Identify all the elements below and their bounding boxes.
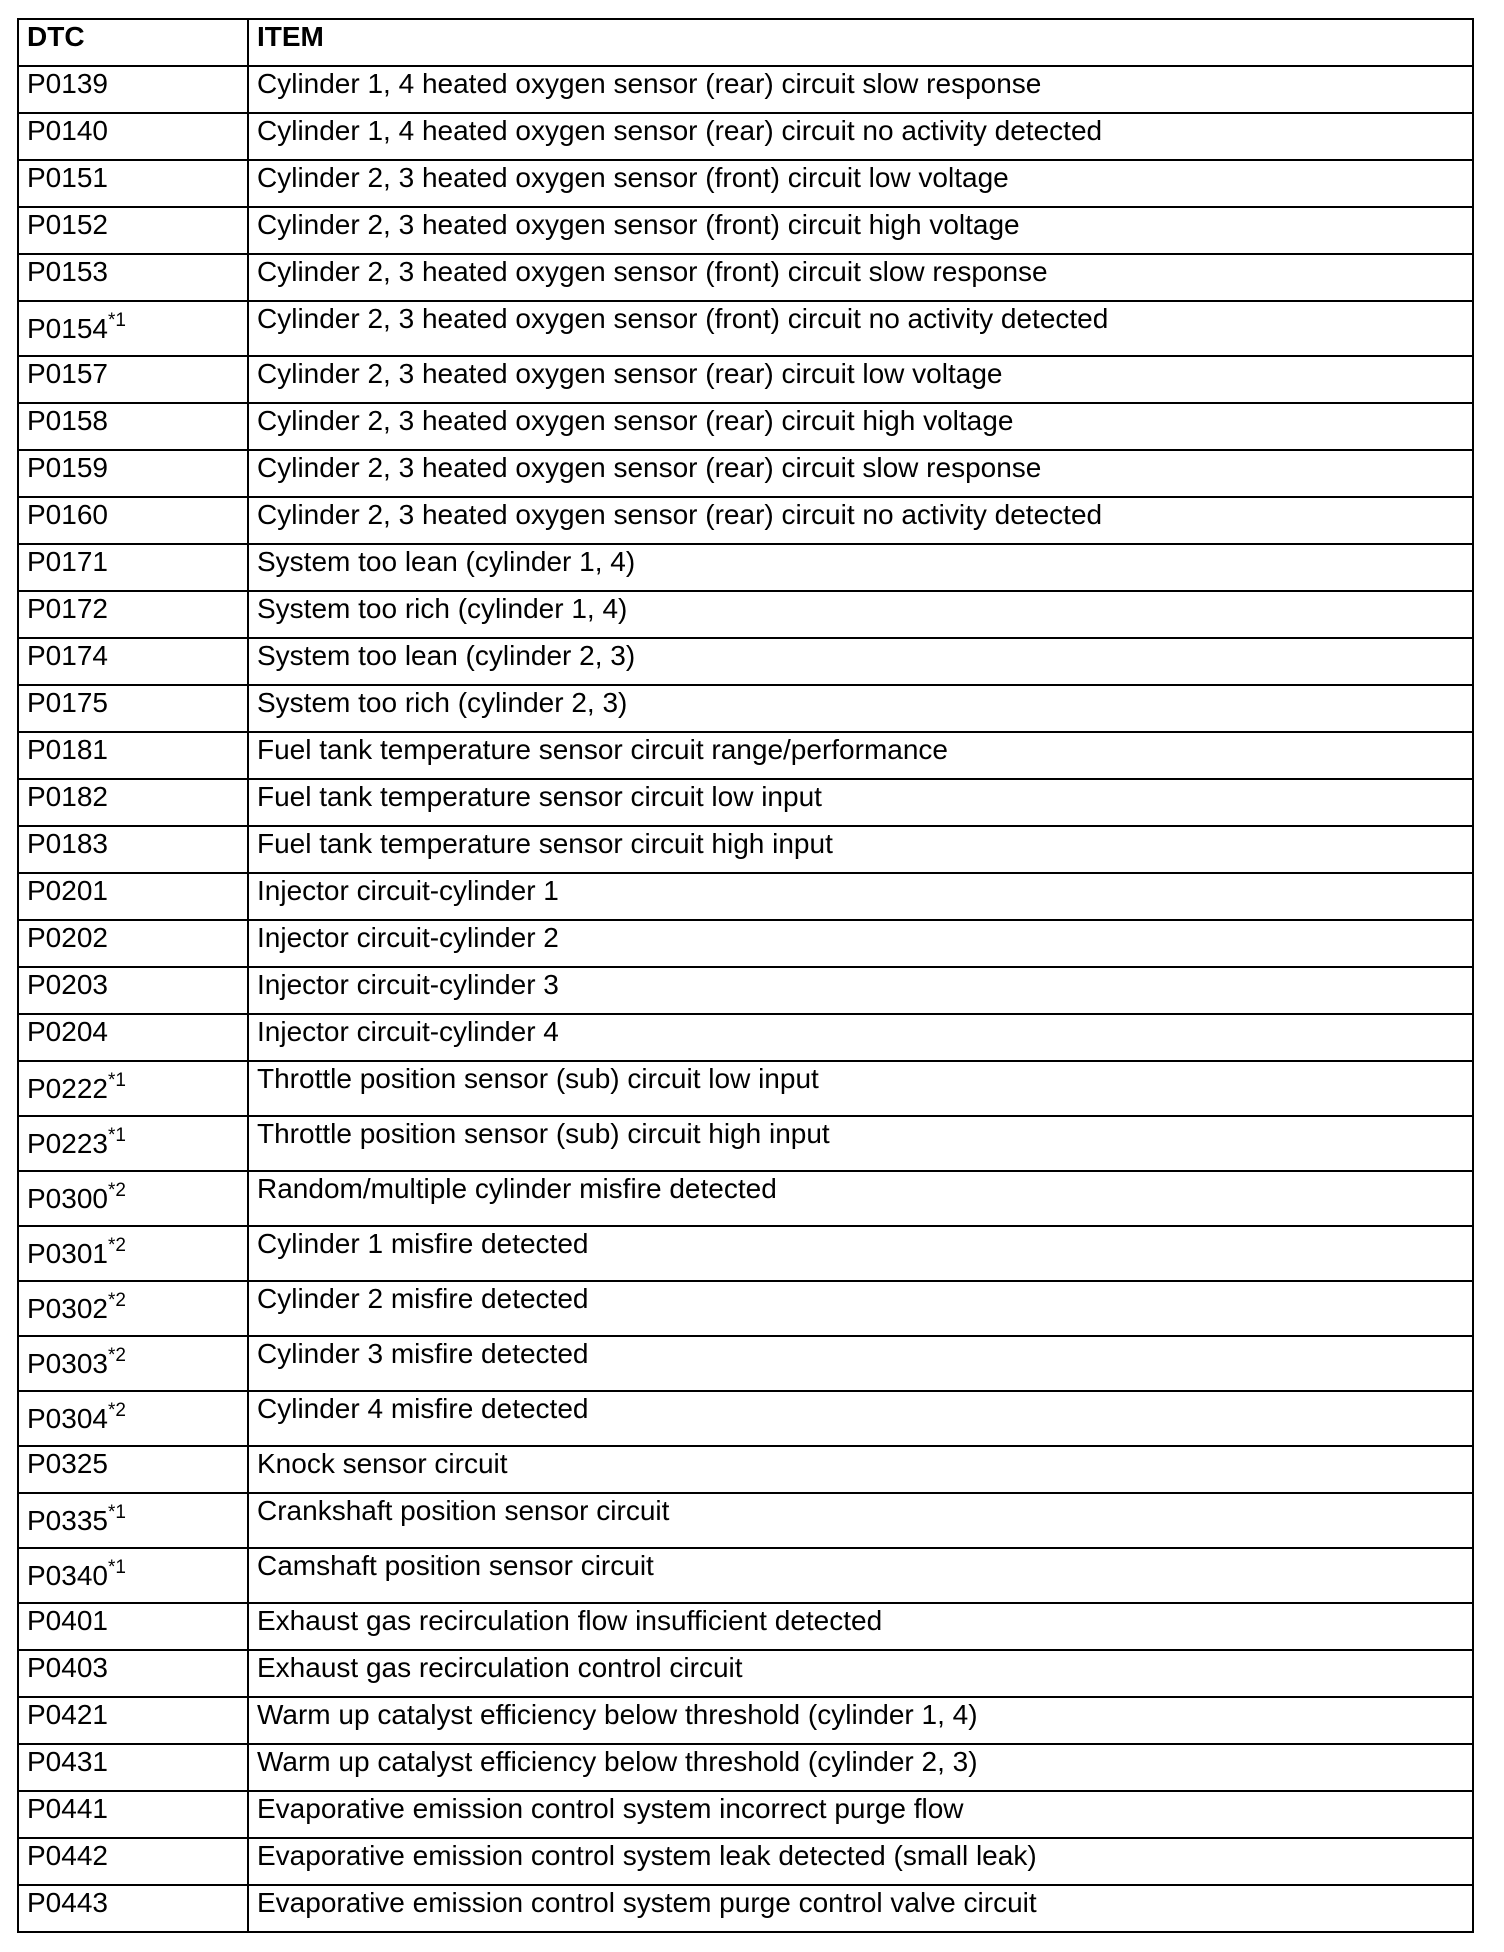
item-description: Cylinder 4 misfire detected [248, 1391, 1473, 1446]
item-description: Cylinder 2, 3 heated oxygen sensor (front) circuit slow response [248, 254, 1473, 301]
item-description: Cylinder 2 misfire detected [248, 1281, 1473, 1336]
dtc-code: P0202 [27, 922, 108, 953]
item-description: Evaporative emission control system incorrect purge flow [248, 1791, 1473, 1838]
table-row [18, 301, 1473, 356]
table-row [18, 1226, 1473, 1281]
table-row [18, 967, 1473, 1014]
dtc-code: P0303$^{*2}$ [27, 1345, 126, 1379]
dtc-code: P0181 [27, 734, 108, 765]
item-description: Cylinder 1, 4 heated oxygen sensor (rear) circuit slow response [248, 66, 1473, 113]
dtc-code: P0204 [27, 1016, 108, 1047]
table-row [18, 356, 1473, 403]
table-row [18, 826, 1473, 873]
table-row [18, 207, 1473, 254]
item-description: Injector circuit-cylinder 3 [248, 967, 1473, 1014]
dtc-code-cell [18, 1116, 248, 1171]
table-row [18, 873, 1473, 920]
dtc-code: P0300$^{*2}$ [27, 1180, 126, 1214]
item-description: Exhaust gas recirculation control circuit [248, 1650, 1473, 1697]
table-row [18, 638, 1473, 685]
dtc-code: P0154$^{*1}$ [27, 310, 126, 344]
item-description: Evaporative emission control system purge control valve circuit [248, 1885, 1473, 1932]
dtc-code-cell [18, 1281, 248, 1336]
item-description: Camshaft position sensor circuit [248, 1548, 1473, 1603]
table-row [18, 1548, 1473, 1603]
dtc-code: P0158 [27, 405, 108, 436]
dtc-code-cell [18, 403, 248, 450]
dtc-table-body [18, 19, 1473, 1932]
dtc-code-cell [18, 826, 248, 873]
table-row [18, 591, 1473, 638]
item-description: Warm up catalyst efficiency below threshold (cylinder 2, 3) [248, 1744, 1473, 1791]
footnote-marker: *2 [107, 1345, 126, 1366]
dtc-code-cell [18, 254, 248, 301]
item-description: Cylinder 2, 3 heated oxygen sensor (rear) circuit slow response [248, 450, 1473, 497]
header-dtc: DTC [18, 19, 248, 66]
item-description: Crankshaft position sensor circuit [248, 1493, 1473, 1548]
header-item: ITEM [248, 19, 1473, 66]
dtc-code: P0340$^{*1}$ [27, 1557, 126, 1591]
table-row [18, 66, 1473, 113]
dtc-table [17, 18, 1474, 1933]
dtc-code: P0172 [27, 593, 108, 624]
item-description: Cylinder 2, 3 heated oxygen sensor (rear) circuit low voltage [248, 356, 1473, 403]
table-row [18, 920, 1473, 967]
table-row [18, 1697, 1473, 1744]
dtc-code: P0401 [27, 1605, 108, 1636]
dtc-code-cell [18, 1061, 248, 1116]
table-row [18, 1171, 1473, 1226]
dtc-code: P0171 [27, 546, 108, 577]
dtc-code-cell [18, 356, 248, 403]
dtc-code-cell [18, 497, 248, 544]
dtc-code-cell [18, 967, 248, 1014]
item-description: Cylinder 1 misfire detected [248, 1226, 1473, 1281]
dtc-code-cell [18, 873, 248, 920]
item-description: Injector circuit-cylinder 4 [248, 1014, 1473, 1061]
dtc-code-cell [18, 66, 248, 113]
dtc-code: P0139 [27, 68, 108, 99]
table-row [18, 1791, 1473, 1838]
item-description: Injector circuit-cylinder 1 [248, 873, 1473, 920]
footnote-marker: *2 [107, 1400, 126, 1421]
dtc-code: P0301$^{*2}$ [27, 1235, 126, 1269]
dtc-code: P0160 [27, 499, 108, 530]
dtc-code-cell [18, 1446, 248, 1493]
dtc-code: P0153 [27, 256, 108, 287]
footnote-marker: *1 [107, 1070, 126, 1091]
footnote-marker: *1 [107, 1557, 126, 1578]
dtc-code-cell [18, 1650, 248, 1697]
item-description: Warm up catalyst efficiency below threshold (cylinder 1, 4) [248, 1697, 1473, 1744]
table-row [18, 1493, 1473, 1548]
table-row [18, 1838, 1473, 1885]
dtc-code: P0302$^{*2}$ [27, 1290, 126, 1324]
dtc-code: P0421 [27, 1699, 108, 1730]
dtc-code: P0335$^{*1}$ [27, 1502, 126, 1536]
item-description: Evaporative emission control system leak detected (small leak) [248, 1838, 1473, 1885]
dtc-code: P0325 [27, 1448, 108, 1479]
item-description: Cylinder 2, 3 heated oxygen sensor (rear) circuit no activity detected [248, 497, 1473, 544]
dtc-code-cell [18, 779, 248, 826]
item-description: Cylinder 2, 3 heated oxygen sensor (front) circuit high voltage [248, 207, 1473, 254]
dtc-code-cell [18, 160, 248, 207]
item-description: System too lean (cylinder 1, 4) [248, 544, 1473, 591]
item-description: System too rich (cylinder 2, 3) [248, 685, 1473, 732]
dtc-code-cell [18, 1791, 248, 1838]
table-header-row [18, 19, 1473, 66]
dtc-code-cell [18, 1885, 248, 1932]
table-row [18, 497, 1473, 544]
dtc-code-cell [18, 544, 248, 591]
dtc-code: P0174 [27, 640, 108, 671]
table-row [18, 1014, 1473, 1061]
dtc-code: P0443 [27, 1887, 108, 1918]
item-description: Fuel tank temperature sensor circuit range/performance [248, 732, 1473, 779]
dtc-code: P0441 [27, 1793, 108, 1824]
table-row [18, 1281, 1473, 1336]
table-row [18, 1603, 1473, 1650]
dtc-code-cell [18, 207, 248, 254]
dtc-code-cell [18, 732, 248, 779]
dtc-code: P0403 [27, 1652, 108, 1683]
footnote-marker: *2 [107, 1290, 126, 1311]
dtc-code: P0152 [27, 209, 108, 240]
table-row [18, 1061, 1473, 1116]
dtc-code-cell [18, 1171, 248, 1226]
dtc-code-cell [18, 1336, 248, 1391]
dtc-code-cell [18, 638, 248, 685]
table-row [18, 1336, 1473, 1391]
dtc-code-cell [18, 1548, 248, 1603]
dtc-code: P0159 [27, 452, 108, 483]
dtc-code-cell [18, 450, 248, 497]
dtc-code-cell [18, 1014, 248, 1061]
table-row [18, 1446, 1473, 1493]
dtc-code: P0157 [27, 358, 108, 389]
item-description: Knock sensor circuit [248, 1446, 1473, 1493]
dtc-code: P0431 [27, 1746, 108, 1777]
item-description: Cylinder 3 misfire detected [248, 1336, 1473, 1391]
dtc-code-cell [18, 1697, 248, 1744]
dtc-code-cell [18, 1603, 248, 1650]
table-row [18, 160, 1473, 207]
dtc-code: P0183 [27, 828, 108, 859]
footnote-marker: *2 [107, 1235, 126, 1256]
dtc-code-cell [18, 1744, 248, 1791]
dtc-code-cell [18, 591, 248, 638]
dtc-code: P0304$^{*2}$ [27, 1400, 126, 1434]
dtc-code: P0201 [27, 875, 108, 906]
table-row [18, 1744, 1473, 1791]
dtc-code-cell [18, 685, 248, 732]
table-row [18, 254, 1473, 301]
footnote-marker: *1 [107, 1502, 126, 1523]
footnote-marker: *2 [107, 1180, 126, 1201]
dtc-code: P0442 [27, 1840, 108, 1871]
footnote-marker: *1 [107, 1125, 126, 1146]
item-description: System too rich (cylinder 1, 4) [248, 591, 1473, 638]
item-description: Fuel tank temperature sensor circuit high input [248, 826, 1473, 873]
item-description: Cylinder 2, 3 heated oxygen sensor (rear) circuit high voltage [248, 403, 1473, 450]
item-description: Throttle position sensor (sub) circuit low input [248, 1061, 1473, 1116]
table-row [18, 685, 1473, 732]
item-description: Exhaust gas recirculation flow insufficient detected [248, 1603, 1473, 1650]
footnote-marker: *1 [107, 310, 126, 331]
table-row [18, 403, 1473, 450]
dtc-code-cell [18, 301, 248, 356]
item-description: Throttle position sensor (sub) circuit high input [248, 1116, 1473, 1171]
dtc-code: P0175 [27, 687, 108, 718]
item-description: Cylinder 2, 3 heated oxygen sensor (front) circuit low voltage [248, 160, 1473, 207]
table-row [18, 1391, 1473, 1446]
item-description: System too lean (cylinder 2, 3) [248, 638, 1473, 685]
dtc-code-cell [18, 920, 248, 967]
dtc-code-cell [18, 1391, 248, 1446]
table-row [18, 1650, 1473, 1697]
dtc-code: P0203 [27, 969, 108, 1000]
table-row [18, 113, 1473, 160]
dtc-code: P0222$^{*1}$ [27, 1070, 126, 1104]
dtc-code-cell [18, 1493, 248, 1548]
item-description: Random/multiple cylinder misfire detected [248, 1171, 1473, 1226]
table-row [18, 779, 1473, 826]
dtc-code-cell [18, 1838, 248, 1885]
item-description: Fuel tank temperature sensor circuit low input [248, 779, 1473, 826]
item-description: Cylinder 1, 4 heated oxygen sensor (rear) circuit no activity detected [248, 113, 1473, 160]
dtc-code: P0182 [27, 781, 108, 812]
dtc-code: P0140 [27, 115, 108, 146]
dtc-code-cell [18, 113, 248, 160]
item-description: Injector circuit-cylinder 2 [248, 920, 1473, 967]
table-row [18, 1885, 1473, 1932]
dtc-code: P0151 [27, 162, 108, 193]
item-description: Cylinder 2, 3 heated oxygen sensor (front) circuit no activity detected [248, 301, 1473, 356]
table-row [18, 544, 1473, 591]
table-row [18, 1116, 1473, 1171]
table-row [18, 732, 1473, 779]
dtc-code: P0223$^{*1}$ [27, 1125, 126, 1159]
dtc-code-cell [18, 1226, 248, 1281]
table-row [18, 450, 1473, 497]
